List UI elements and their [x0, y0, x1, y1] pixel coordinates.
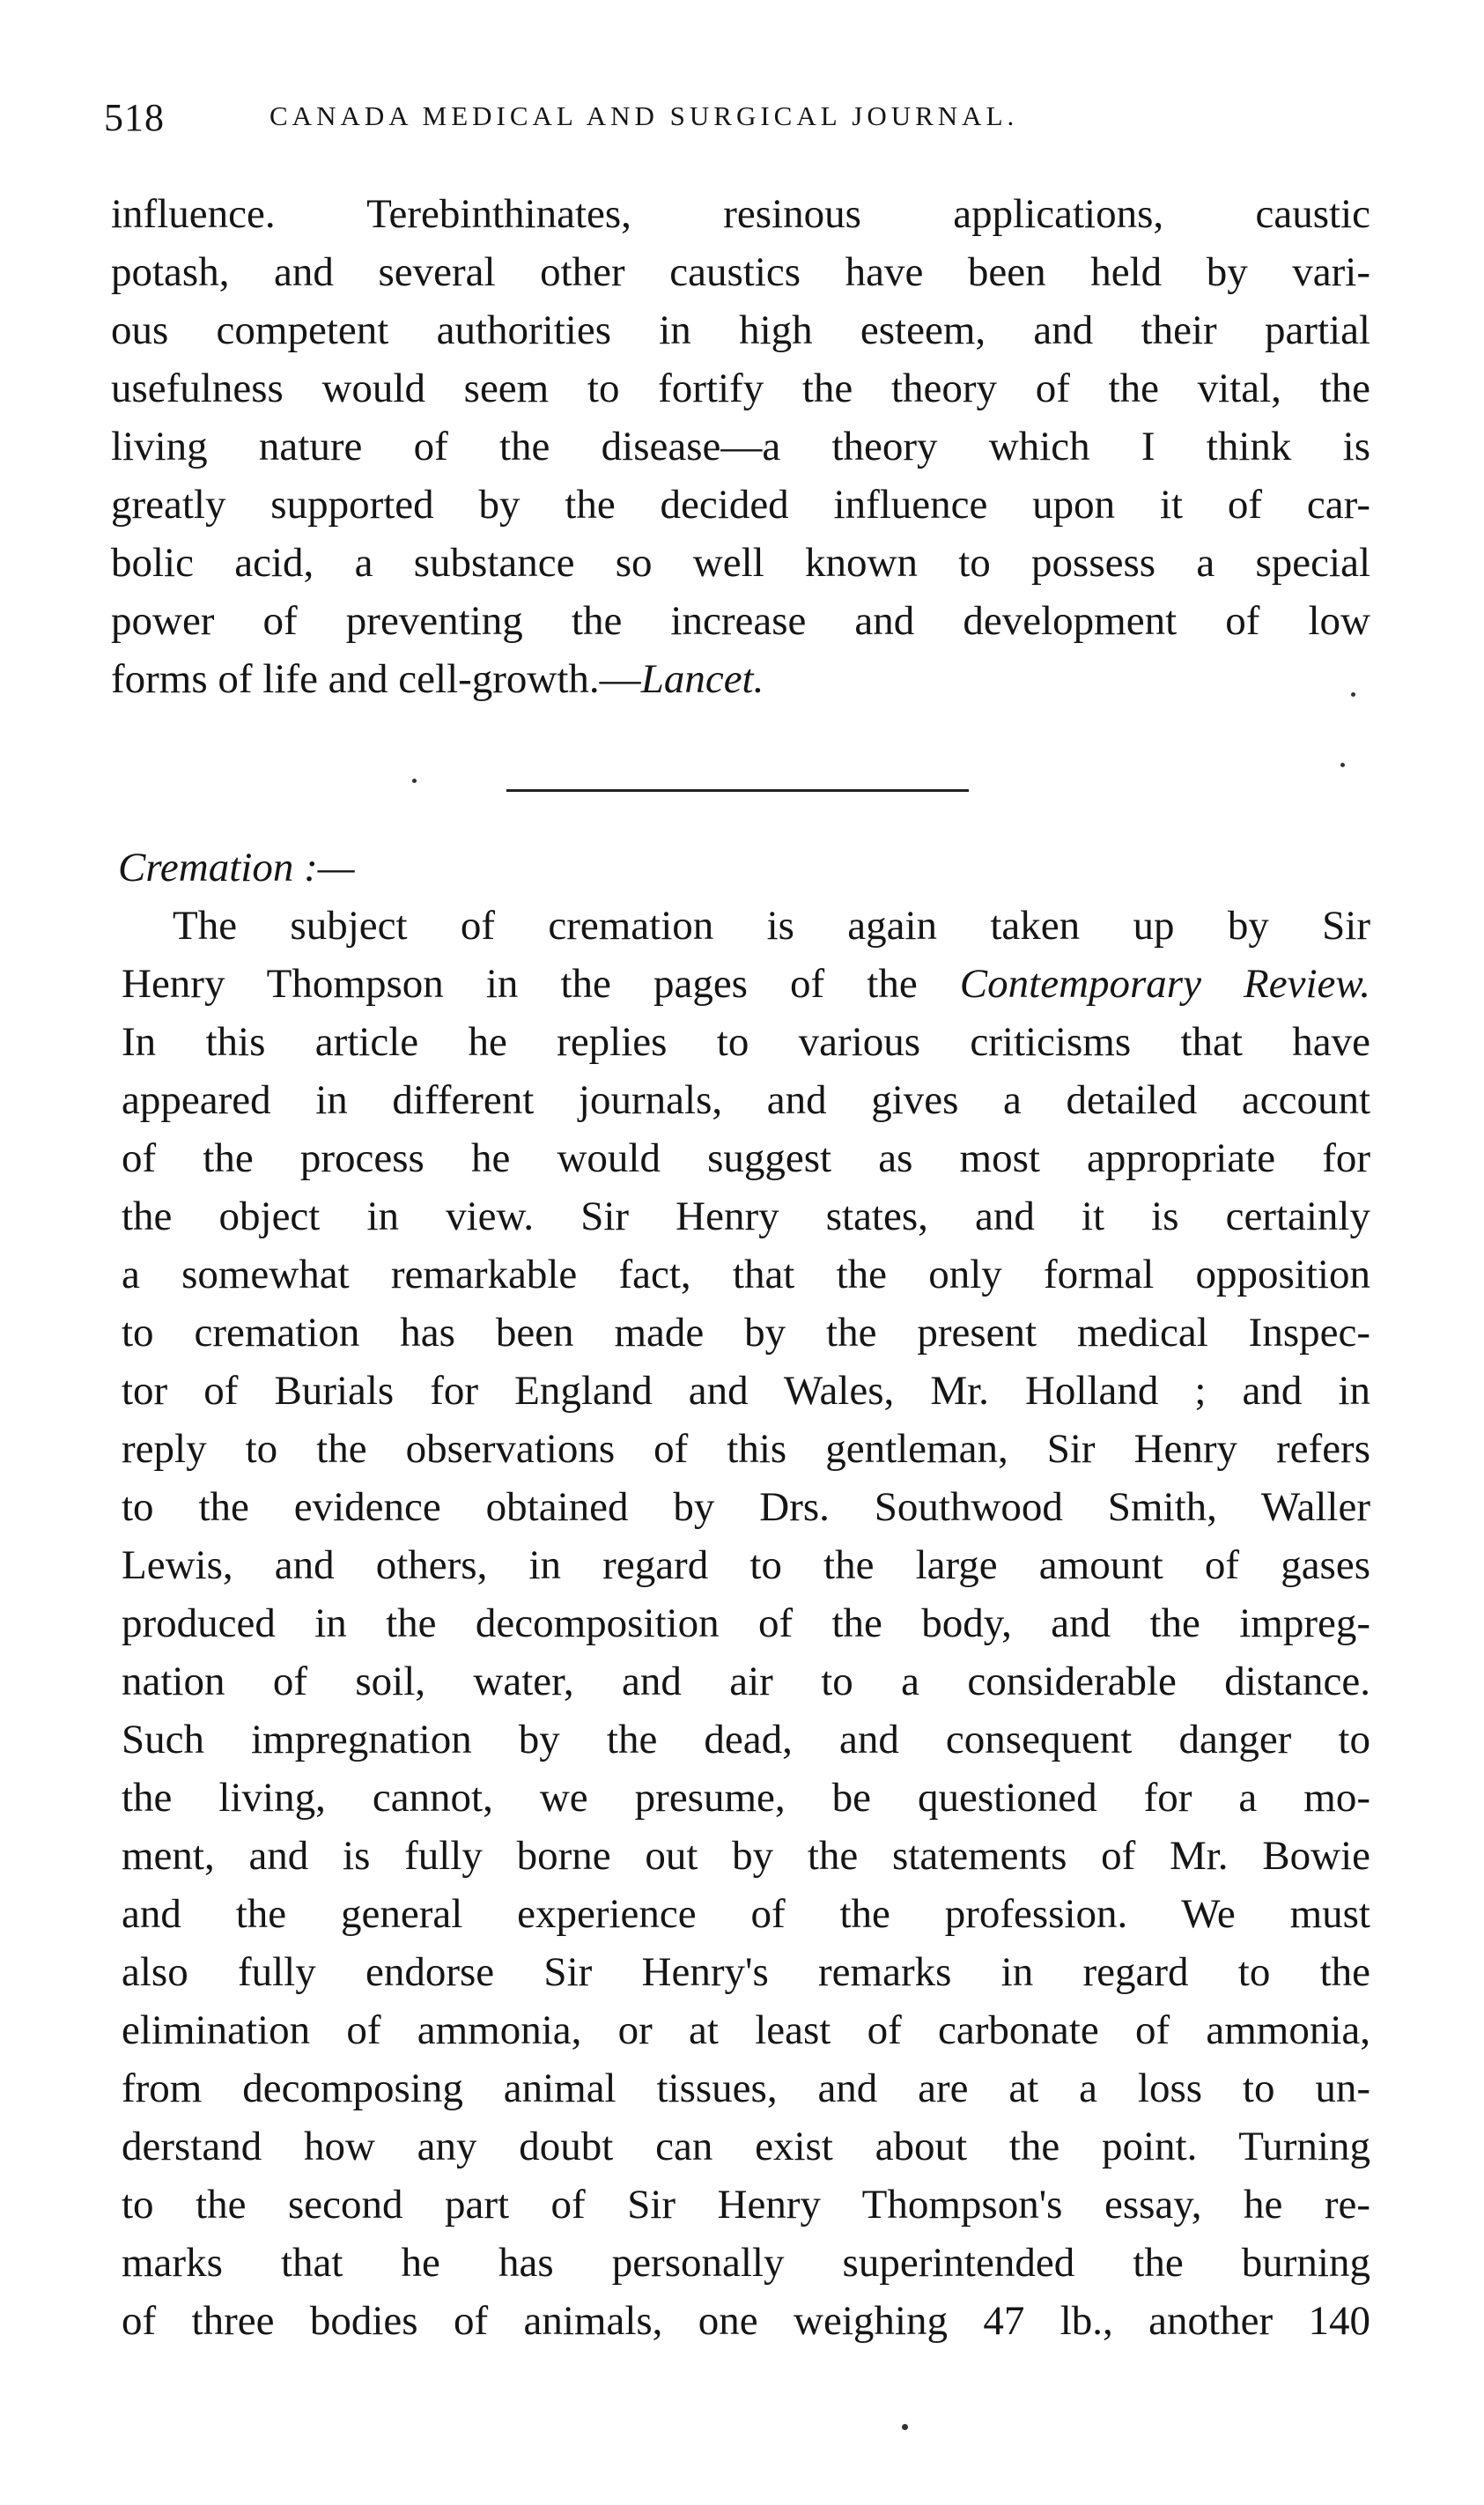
- body-line: greatly supported by the decided influence upon it of car-: [111, 482, 1370, 528]
- body-line: tor of Burials for England and Wales, Mr. Holland ; and in: [122, 1368, 1370, 1414]
- body-line: marks that he has personally superintended the burning: [122, 2240, 1370, 2286]
- body-line: usefulness would seem to fortify the theory of the vital, the: [111, 366, 1370, 411]
- body-line: the living, cannot, we presume, be questioned for a mo-: [122, 1775, 1370, 1821]
- body-line: living nature of the disease—a theory which I think is: [111, 424, 1370, 469]
- scan-speck: [1340, 763, 1345, 767]
- body-line-text: forms of life and cell-growth.—: [111, 656, 641, 702]
- body-line: nation of soil, water, and air to a considerable distance.: [122, 1659, 1370, 1704]
- source-citation: Lancet.: [640, 656, 764, 702]
- section-heading: Cremation :—: [118, 845, 355, 890]
- body-line: elimination of ammonia, or at least of carbonate of ammonia,: [122, 2007, 1370, 2053]
- body-line: ment, and is fully borne out by the statements of Mr. Bowie: [122, 1833, 1370, 1879]
- body-line: appeared in different journals, and gives a detailed account: [122, 1077, 1370, 1123]
- section-divider: [506, 789, 969, 792]
- scan-speck: [902, 2424, 908, 2430]
- body-line: ous competent authorities in high esteem, and their partial: [111, 307, 1370, 353]
- review-title: Contemporary Review.: [959, 961, 1370, 1007]
- body-line: the object in view. Sir Henry states, and it is certainly: [122, 1193, 1370, 1239]
- body-line: also fully endorse Sir Henry's remarks in regard to the: [122, 1949, 1370, 1995]
- body-line: and the general experience of the profession. We must: [122, 1891, 1370, 1937]
- body-line: potash, and several other caustics have been held by vari-: [111, 249, 1370, 295]
- body-line: power of preventing the increase and development of low: [111, 598, 1370, 644]
- body-line: bolic acid, a substance so well known to possess a special: [111, 540, 1370, 586]
- body-line: of three bodies of animals, one weighing 47 lb., another 140: [122, 2298, 1370, 2344]
- body-line: to the evidence obtained by Drs. Southwood Smith, Waller: [122, 1484, 1370, 1530]
- body-line: produced in the decomposition of the body, and the impreg-: [122, 1600, 1370, 1646]
- body-line: reply to the observations of this gentleman, Sir Henry refers: [122, 1426, 1370, 1472]
- body-line: to the second part of Sir Henry Thompson's essay, he re-: [122, 2182, 1370, 2228]
- body-line: The subject of cremation is again taken up by Sir: [173, 903, 1370, 949]
- body-line: Lewis, and others, in regard to the large amount of gases: [122, 1542, 1370, 1588]
- journal-title: CANADA MEDICAL AND SURGICAL JOURNAL.: [269, 100, 1019, 131]
- body-line: of the process he would suggest as most appropriate for: [122, 1135, 1370, 1181]
- body-line-text: Henry Thompson in the pages of the: [122, 961, 960, 1007]
- page-number: 518: [104, 96, 165, 139]
- scan-speck: [1351, 692, 1355, 697]
- body-line: Such impregnation by the dead, and consequent danger to: [122, 1717, 1370, 1762]
- body-line: to cremation has been made by the present medical Inspec-: [122, 1310, 1370, 1356]
- body-line: a somewhat remarkable fact, that the only formal opposition: [122, 1252, 1370, 1297]
- scan-speck: [412, 779, 417, 783]
- body-line-last: [111, 650, 1370, 708]
- body-line: derstand how any doubt can exist about the point. Turning: [122, 2124, 1370, 2169]
- body-line: [122, 955, 1370, 1013]
- body-line: In this article he replies to various criticisms that have: [122, 1019, 1370, 1065]
- body-line: from decomposing animal tissues, and are at a loss to un-: [122, 2065, 1370, 2111]
- body-line: influence. Terebinthinates, resinous applications, caustic: [111, 191, 1370, 237]
